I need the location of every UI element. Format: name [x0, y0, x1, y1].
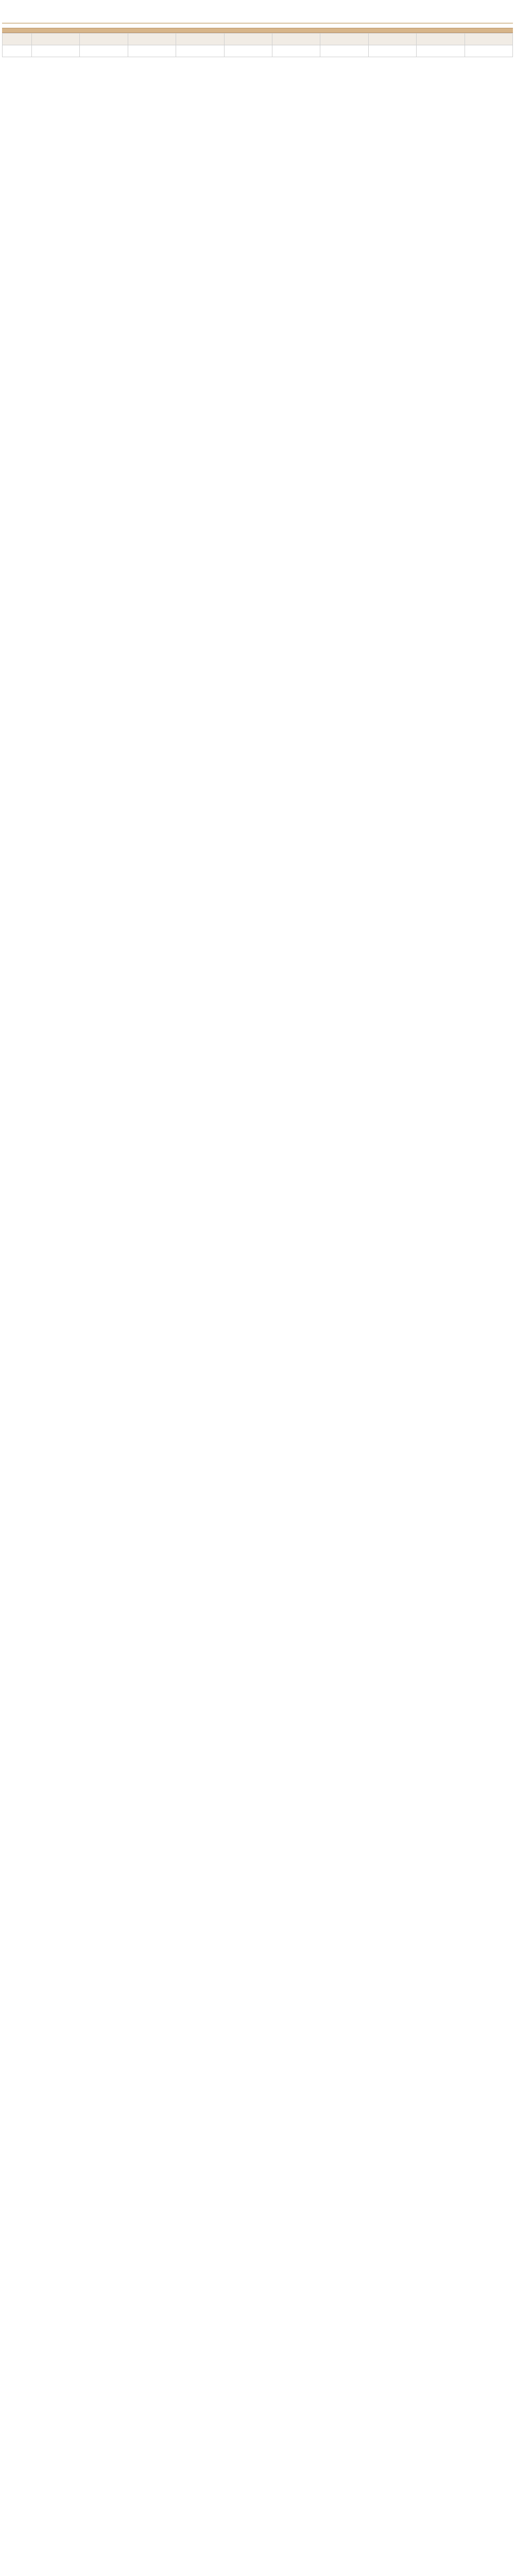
- page-count-cell: [465, 33, 512, 45]
- price-table: [2, 33, 513, 57]
- page-count-cell: [176, 33, 224, 45]
- price-cell: [465, 45, 512, 57]
- price-cell: [417, 45, 465, 57]
- spec-line: [2, 14, 513, 24]
- page-count-cell: [224, 33, 272, 45]
- page-count-cell: [32, 33, 80, 45]
- price-cell: [80, 45, 128, 57]
- price-cell: [368, 45, 416, 57]
- page-count-cell: [80, 33, 128, 45]
- price-row: [3, 45, 513, 57]
- page-count-cell: [272, 33, 320, 45]
- price-section: [2, 28, 513, 57]
- price-sheet: [0, 0, 515, 57]
- price-cell: [128, 45, 176, 57]
- price-cell: [272, 45, 320, 57]
- row-label-price: [3, 45, 32, 57]
- price-cell: [176, 45, 224, 57]
- page-count-row: [3, 33, 513, 45]
- price-cell: [320, 45, 368, 57]
- price-cell: [32, 45, 80, 57]
- row-label-pages: [3, 33, 32, 45]
- sections: [2, 28, 513, 57]
- page-count-cell: [368, 33, 416, 45]
- page-count-cell: [128, 33, 176, 45]
- page-title: [2, 0, 513, 14]
- section-header: [2, 28, 513, 33]
- page-count-cell: [417, 33, 465, 45]
- price-cell: [224, 45, 272, 57]
- page-count-cell: [320, 33, 368, 45]
